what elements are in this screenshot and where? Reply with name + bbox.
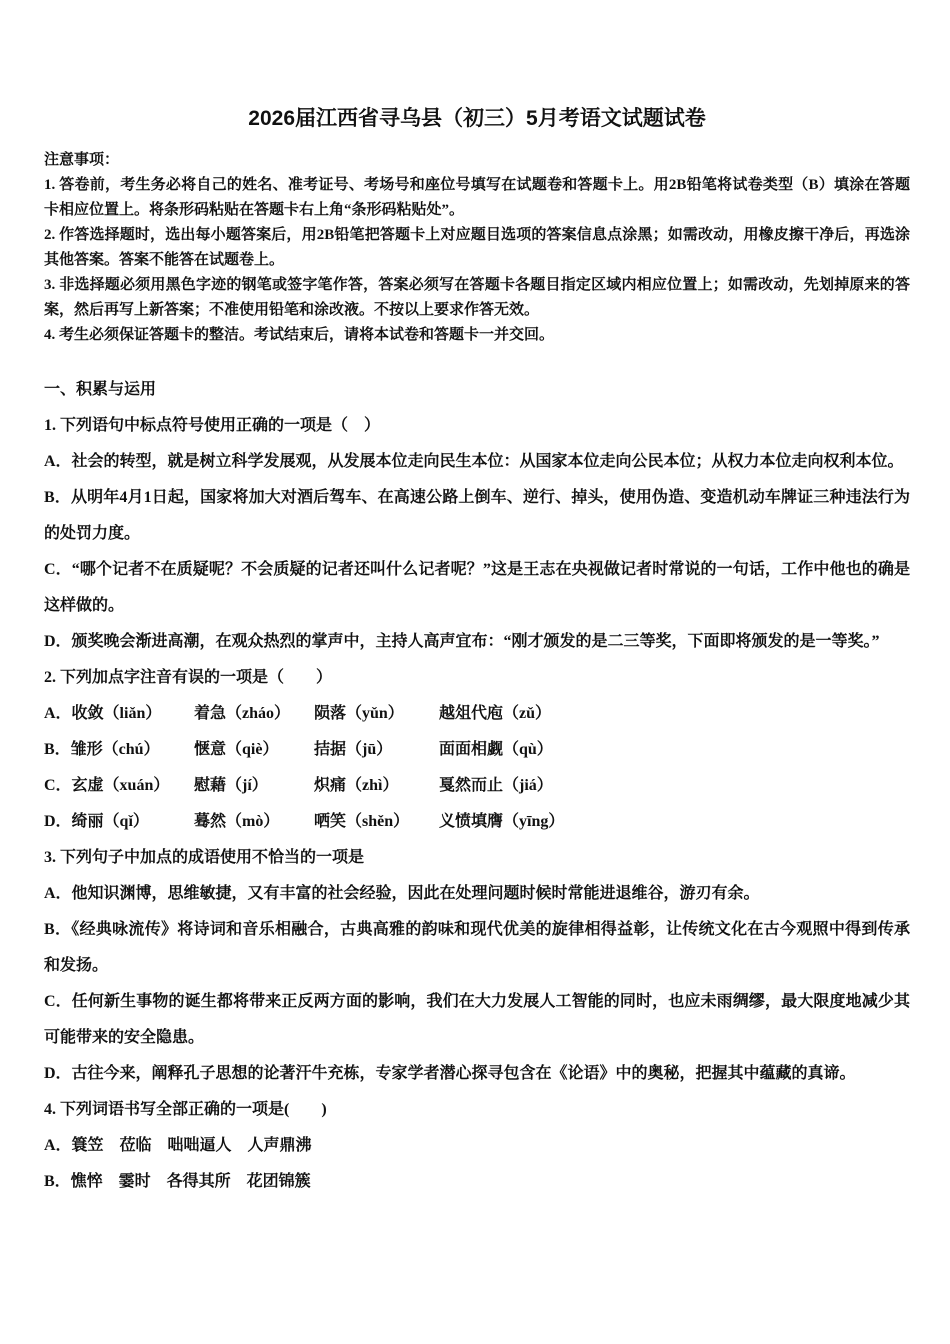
question-1-option-c: C．“哪个记者不在质疑呢？不会质疑的记者还叫什么记者呢？”这是王志在央视做记者时常说的一句话，工作中他也的确是这样做的。 — [44, 561, 910, 614]
question-3-option-c: C．任何新生事物的诞生都将带来正反两方面的影响，我们在大力发展人工智能的同时，也应未雨绸缪，最大限度地减少其可能带来的安全隐患。 — [44, 993, 910, 1046]
question-2-option-c — [44, 768, 910, 804]
question-3-stem: 3. 下列句子中加点的成语使用不恰当的一项是 — [44, 849, 365, 866]
pinyin-term: 戛然而止（jiá） — [439, 777, 553, 794]
question-2-option-d — [44, 804, 910, 840]
question-2-option-a — [44, 696, 910, 732]
question-4-option-b: B．憔悴 霎时 各得其所 花团锦簇 — [44, 1173, 311, 1190]
pinyin-term: 炽痛（zhì） — [314, 777, 399, 794]
notice-item: 2. 作答选择题时，选出每小题答案后，用2B铅笔把答题卡上对应题目选项的答案信息点涂黑；如需改动，用橡皮擦干净后，再选涂其他答案。答案不能答在试题卷上。 — [44, 227, 910, 268]
question-content — [44, 372, 910, 1200]
notice-item: 1. 答卷前，考生务必将自己的姓名、准考证号、考场号和座位号填写在试题卷和答题卡上。用2B铅笔将试卷类型（B）填涂在答题卡相应位置上。将条形码粘贴在答题卡右上角“条形码粘贴处”。 — [44, 177, 910, 218]
pinyin-term: 着急（zháo） — [194, 705, 291, 722]
pinyin-term: A．收敛（liǎn） — [44, 705, 162, 722]
notice-heading: 注意事项： — [44, 152, 120, 168]
question-3-option-a: A．他知识渊博，思维敏捷，又有丰富的社会经验，因此在处理问题时候时常能进退维谷，游刃有余。 — [44, 885, 760, 902]
question-2-stem: 2. 下列加点字注音有误的一项是（ ） — [44, 669, 333, 686]
section-heading: 一、积累与运用 — [44, 381, 157, 398]
notice-item: 3. 非选择题必须用黑色字迹的钢笔或签字笔作答，答案必须写在答题卡各题目指定区域内相应位置上；如需改动，先划掉原来的答案，然后再写上新答案；不准使用铅笔和涂改液。不按以上要求作答无效。 — [44, 277, 910, 318]
pinyin-term: 哂笑（shěn） — [314, 813, 410, 830]
pinyin-term: 惬意（qiè） — [194, 741, 279, 758]
pinyin-term: 慰藉（jí） — [194, 777, 268, 794]
question-4-stem: 4. 下列词语书写全部正确的一项是( ) — [44, 1101, 327, 1118]
pinyin-term: B．雏形（chú） — [44, 741, 160, 758]
pinyin-term: 蓦然（mò） — [194, 813, 280, 830]
question-1-option-b: B．从明年4月1日起，国家将加大对酒后驾车、在高速公路上倒车、逆行、掉头，使用伪造、变造机动车牌证三种违法行为的处罚力度。 — [44, 489, 910, 542]
question-2-option-b — [44, 732, 910, 768]
question-4-option-a: A．簑笠 莅临 咄咄逼人 人声鼎沸 — [44, 1137, 312, 1154]
pinyin-term: 陨落（yǔn） — [314, 705, 404, 722]
question-3-option-d: D．古往今来，阐释孔子思想的论著汗牛充栋，专家学者潜心探寻包含在《论语》中的奥秘，把握其中蕴藏的真谛。 — [44, 1065, 856, 1082]
pinyin-term: 拮据（jū） — [314, 741, 393, 758]
pinyin-term: C．玄虚（xuán） — [44, 777, 170, 794]
pinyin-term: 面面相觑（qù） — [439, 741, 553, 758]
question-1-option-a: A．社会的转型，就是树立科学发展观，从发展本位走向民生本位：从国家本位走向公民本位；从权力本位走向权利本位。 — [44, 453, 904, 470]
question-1-stem: 1. 下列语句中标点符号使用正确的一项是（ ） — [44, 417, 381, 434]
question-3-option-b: B．《经典咏流传》将诗词和音乐相融合，古典高雅的韵味和现代优美的旋律相得益彰，让传统文化在古今观照中得到传承和发扬。 — [44, 921, 910, 974]
page-title: 2026届江西省寻乌县（初三）5月考语文试题试卷 — [248, 107, 706, 130]
notice-item: 4. 考生必须保证答题卡的整洁。考试结束后，请将本试卷和答题卡一并交回。 — [44, 327, 555, 343]
pinyin-term: 越俎代庖（zǔ） — [439, 705, 552, 722]
pinyin-term: D．绮丽（qǐ） — [44, 813, 149, 830]
question-1-option-d: D．颁奖晚会渐进高潮，在观众热烈的掌声中，主持人高声宜布：“刚才颁发的是二三等奖，下面即将颁发的是一等奖。” — [44, 633, 880, 650]
pinyin-term: 义愤填膺（yīng） — [439, 813, 565, 830]
notice-section — [44, 148, 910, 348]
